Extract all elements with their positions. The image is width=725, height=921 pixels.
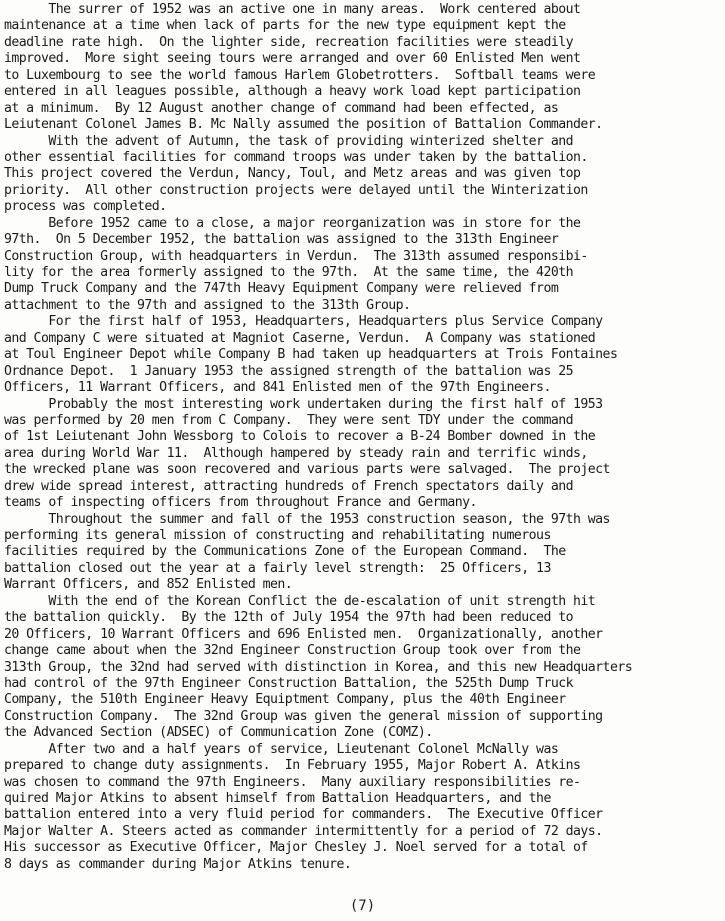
text-line: Construction Group, with headquarters in Verdun. The 313th assumed responsibi- bbox=[4, 248, 588, 264]
text-line: Company, the 510th Engineer Heavy Equiptment Company, plus the 40th Engineer bbox=[4, 692, 566, 708]
text-line: to Luxembourg to see the world famous Harlem Globetrotters. Softball teams were bbox=[4, 67, 596, 83]
text-line: entered in all leagues possible, although a heavy work load kept participation bbox=[4, 84, 581, 100]
text-line: priority. All other construction projects were delayed until the Winterization bbox=[4, 182, 588, 198]
text-line: quired Major Atkins to absent himself from Battalion Headquarters, and the bbox=[4, 791, 551, 806]
text-line: Officers, 11 Warrant Officers, and 841 Enlisted men of the 97th Engineers. bbox=[4, 380, 551, 396]
text-line: process was completed. bbox=[4, 199, 167, 215]
text-line: Probably the most interesting work undertaken during the first half of 1953 bbox=[4, 396, 603, 412]
text-line: change came about when the 32nd Engineer Construction Group took over from the bbox=[4, 643, 581, 659]
text-line: attachment to the 97th and assigned to the 313th Group. bbox=[4, 297, 411, 313]
text-line: Before 1952 came to a close, a major reorganization was in store for the bbox=[4, 215, 581, 231]
text-line: the battalion quickly. By the 12th of July 1954 the 97th had been reduced to bbox=[4, 610, 573, 626]
body-text bbox=[4, 2, 720, 873]
text-line: facilities required by the Communications Zone of the European Command. The bbox=[4, 544, 566, 560]
text-line: Leiutenant Colonel James B. Mc Nally assumed the position of Battalion Commander. bbox=[4, 117, 603, 133]
text-line: For the first half of 1953, Headquarters, Headquarters plus Service Company bbox=[4, 314, 603, 330]
text-line: After two and a half years of service, Lieutenant Colonel McNally was bbox=[4, 741, 559, 757]
text-line: performing its general mission of constructing and rehabilitating numerous bbox=[4, 528, 551, 543]
text-line: and Company C were situated at Magniot Caserne, Verdun. A Company was stationed bbox=[4, 330, 596, 346]
text-line: Throughout the summer and fall of the 1953 construction season, the 97th was bbox=[4, 511, 610, 527]
text-line: other essential facilities for command troops was under taken by the battalion. bbox=[4, 149, 588, 165]
text-line: His successor as Executive Officer, Major Chesley J. Noel served for a total of bbox=[4, 840, 588, 856]
text-line: With the end of the Korean Conflict the de-escalation of unit strength hit bbox=[4, 593, 596, 609]
text-line: 313th Group, the 32nd had served with distinction in Korea, and this new Headquarters bbox=[4, 659, 633, 675]
text-line: the Advanced Section (ADSEC) of Communication Zone (COMZ). bbox=[4, 725, 433, 741]
text-line: 97th. On 5 December 1952, the battalion was assigned to the 313th Engineer bbox=[4, 232, 559, 248]
text-line: area during World War 11. Although hampered by steady rain and terrific winds, bbox=[4, 445, 588, 461]
text-line: Ordnance Depot. 1 January 1953 the assigned strength of the battalion was 25 bbox=[4, 363, 573, 379]
text-line: This project covered the Verdun, Nancy, Toul, and Metz areas and was given top bbox=[4, 166, 581, 182]
text-line: lity for the area formerly assigned to the 97th. At the same time, the 420th bbox=[4, 265, 573, 280]
text-line: Major Walter A. Steers acted as commander intermittently for a period of 72 days. bbox=[4, 823, 603, 839]
text-line: 8 days as commander during Major Atkins tenure. bbox=[4, 856, 352, 872]
text-line: the wrecked plane was soon recovered and various parts were salvaged. The project bbox=[4, 462, 610, 478]
text-line: drew wide spread interest, attracting hundreds of French spectators daily and bbox=[4, 478, 573, 494]
text-line: was chosen to command the 97th Engineers. Many auxiliary responsibilities re- bbox=[4, 774, 581, 790]
text-line: Construction Company. The 32nd Group was given the general mission of supporting bbox=[4, 708, 603, 724]
text-line: Warrant Officers, and 852 Enlisted men. bbox=[4, 577, 293, 593]
text-line: of 1st Leiutenant John Wessborg to Colois to recover a B-24 Bomber downed in the bbox=[4, 429, 596, 445]
text-line: With the advent of Autumn, the task of providing winterized shelter and bbox=[4, 133, 573, 149]
text-line: was performed by 20 men from C Company. They were sent TDY under the command bbox=[4, 412, 573, 428]
text-line: improved. More sight seeing tours were arranged and over 60 Enlisted Men went bbox=[4, 51, 581, 67]
text-line: maintenance at a time when lack of parts for the new type equipment kept the bbox=[4, 18, 566, 34]
text-line: prepared to change duty assignments. In February 1955, Major Robert A. Atkins bbox=[4, 758, 581, 774]
text-line: at Toul Engineer Depot while Company B had taken up headquarters at Trois Fontaines bbox=[4, 347, 618, 363]
text-line: deadline rate high. On the lighter side, recreation facilities were steadily bbox=[4, 34, 573, 50]
text-line: teams of inspecting officers from throughout France and Germany. bbox=[4, 495, 477, 511]
text-line: battalion entered into a very fluid period for commanders. The Executive Officer bbox=[4, 807, 603, 823]
text-line: 20 Officers, 10 Warrant Officers and 696 Enlisted men. Organizationally, another bbox=[4, 626, 603, 642]
text-line: had control of the 97th Engineer Construction Battalion, the 525th Dump Truck bbox=[4, 675, 573, 691]
text-line: Dump Truck Company and the 747th Heavy Equipment Company were relieved from bbox=[4, 281, 559, 297]
page-number: (7) bbox=[349, 898, 376, 914]
text-line: at a minimum. By 12 August another change of command had been effected, as bbox=[4, 100, 559, 116]
text-line: The surrer of 1952 was an active one in many areas. Work centered about bbox=[4, 2, 581, 17]
text-line: battalion closed out the year at a fairly level strength: 25 Officers, 13 bbox=[4, 560, 551, 576]
